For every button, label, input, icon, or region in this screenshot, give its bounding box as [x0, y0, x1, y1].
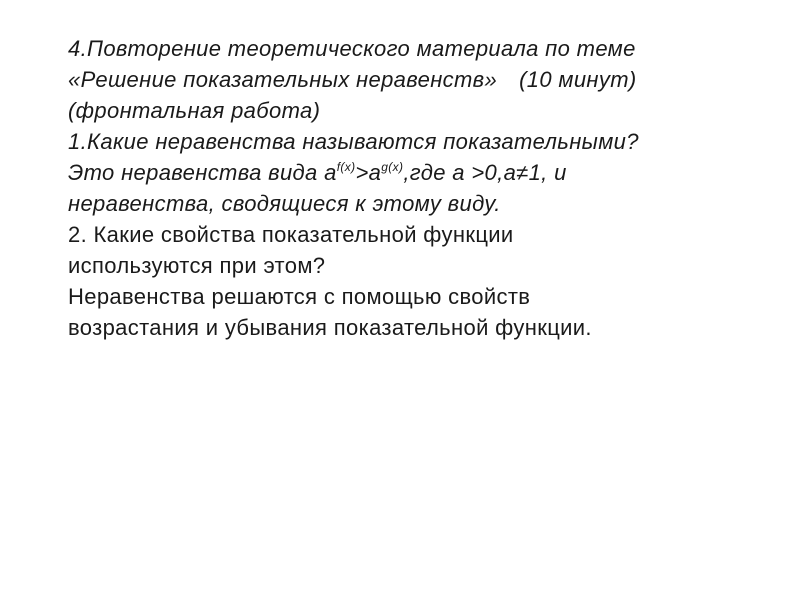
- heading-topic: «Решение показательных неравенств»: [68, 67, 498, 92]
- question-2-line: [68, 219, 768, 250]
- answer-2-line: [68, 281, 768, 312]
- heading-duration: (10 минут): [519, 67, 637, 92]
- question-1-line: [68, 126, 768, 157]
- heading-work-type-line: [68, 95, 768, 126]
- answer-1-prefix: Это неравенства вида: [68, 160, 325, 185]
- formula-base-left: a: [324, 160, 337, 185]
- formula-relation: >: [355, 160, 369, 185]
- question-2-line-2: [68, 250, 768, 281]
- heading-work-type: (фронтальная работа): [68, 98, 321, 123]
- answer-2-part-1: Неравенства решаются с помощью свойств: [68, 284, 531, 309]
- formula-exponent-right: g(x): [381, 160, 404, 174]
- slide-text-block: [68, 33, 768, 343]
- answer-1-continuation: неравенства, сводящиеся к этому виду.: [68, 191, 501, 216]
- formula-base-right: a: [368, 160, 382, 185]
- question-1: 1.Какие неравенства называются показательными?: [68, 129, 639, 154]
- answer-1-condition: ,где a >0,a≠1, и: [403, 160, 567, 185]
- answer-2-line-2: [68, 312, 768, 343]
- answer-1-line: [68, 157, 768, 188]
- heading-title: 4.Повторение теоретического материала по теме: [68, 36, 636, 61]
- heading-line: [68, 33, 768, 64]
- formula-exponent-left: f(x): [336, 160, 356, 174]
- answer-2-part-2: возрастания и убывания показательной функции.: [68, 315, 592, 340]
- heading-topic-line: [68, 64, 768, 95]
- question-2-part-2: используются при этом?: [68, 253, 326, 278]
- answer-1-line-2: [68, 188, 768, 219]
- question-2-part-1: 2. Какие свойства показательной функции: [68, 222, 514, 247]
